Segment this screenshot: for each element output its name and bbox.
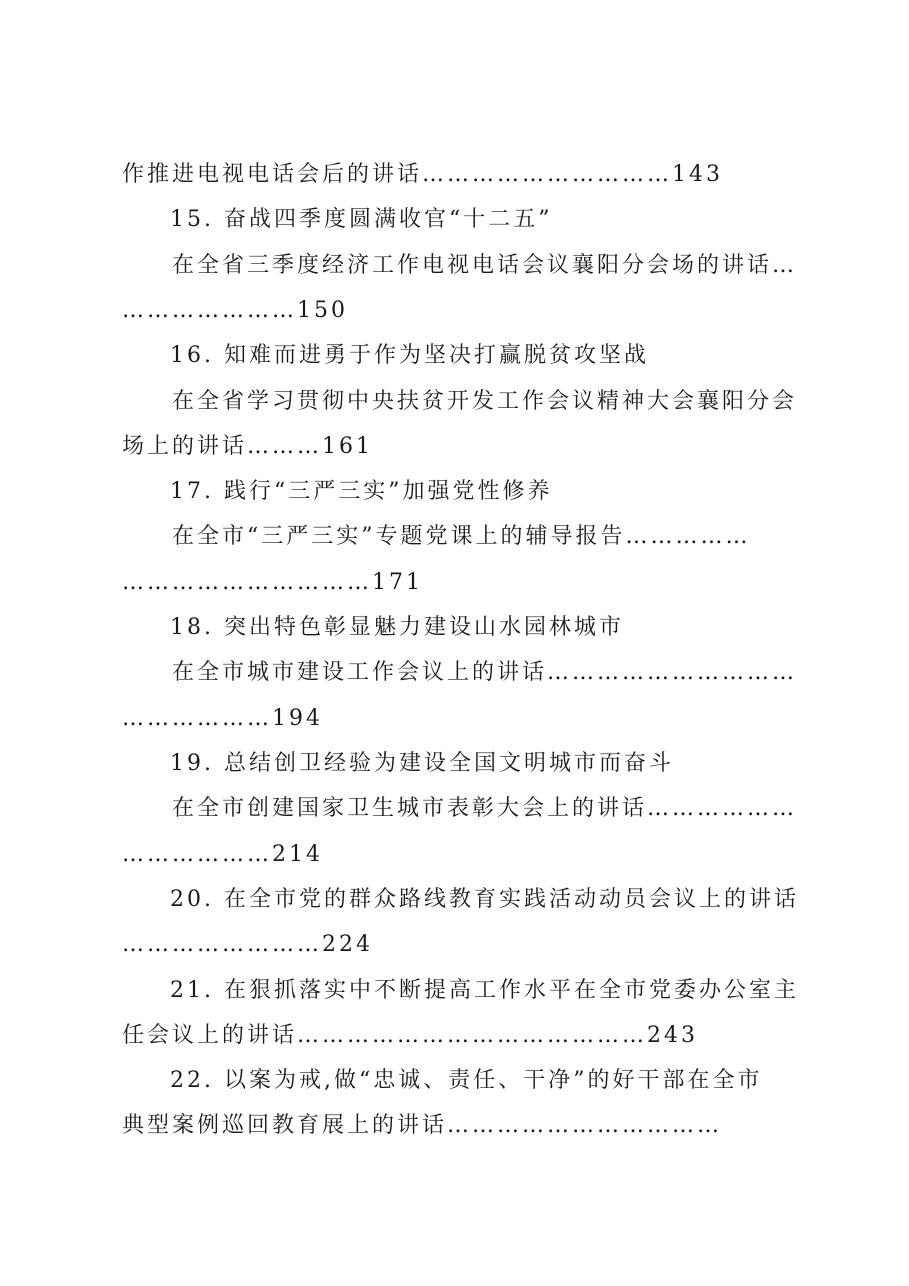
toc-line: 在全省三季度经济工作电视电话会议襄阳分会场的讲话…	[172, 253, 798, 278]
toc-entry-title: 21. 在狠抓落实中不断提高工作水平在全市党委办公室主	[170, 978, 799, 1003]
toc-entry-title: 18. 突出特色彰显魅力建设山水园林城市	[170, 615, 624, 640]
toc-entry-title: 17. 践行“三严三实”加强党性修养	[170, 479, 553, 504]
toc-line: 典型案例巡回教育展上的讲话……………………………	[122, 1113, 723, 1138]
toc-line: 在全市创建国家卫生城市表彰大会上的讲话………………	[172, 796, 798, 821]
toc-line: 在全市“三严三实”专题党课上的辅导报告……………	[172, 524, 751, 549]
toc-entry-title: 22. 以案为戒,做“忠诚、责任、干净”的好干部在全市	[170, 1068, 763, 1093]
toc-line: 在全市城市建设工作会议上的讲话…………………………	[172, 660, 798, 685]
toc-line: …………………………171	[122, 570, 423, 595]
toc-line: …………………150	[122, 298, 348, 323]
toc-line: 作推进电视电话会后的讲话…………………………143	[122, 162, 723, 187]
toc-line: 任会议上的讲话……………………………………243	[122, 1023, 698, 1048]
toc-entry-title: 15. 奋战四季度圆满收官“十二五”	[170, 207, 553, 232]
toc-entry-title: 19. 总结创卫经验为建设全国文明城市而奋斗	[170, 751, 674, 776]
toc-line: ………………214	[122, 842, 323, 867]
toc-line: ……………………224	[122, 932, 373, 957]
toc-line: ………………194	[122, 706, 323, 731]
toc-line: 场上的讲话………161	[122, 434, 373, 459]
toc-entry-title: 20. 在全市党的群众路线教育实践活动动员会议上的讲话	[170, 887, 799, 912]
toc-entry-title: 16. 知难而进勇于作为坚决打赢脱贫攻坚战	[170, 343, 649, 368]
toc-line: 在全省学习贯彻中央扶贫开发工作会议精神大会襄阳分会	[172, 389, 798, 414]
